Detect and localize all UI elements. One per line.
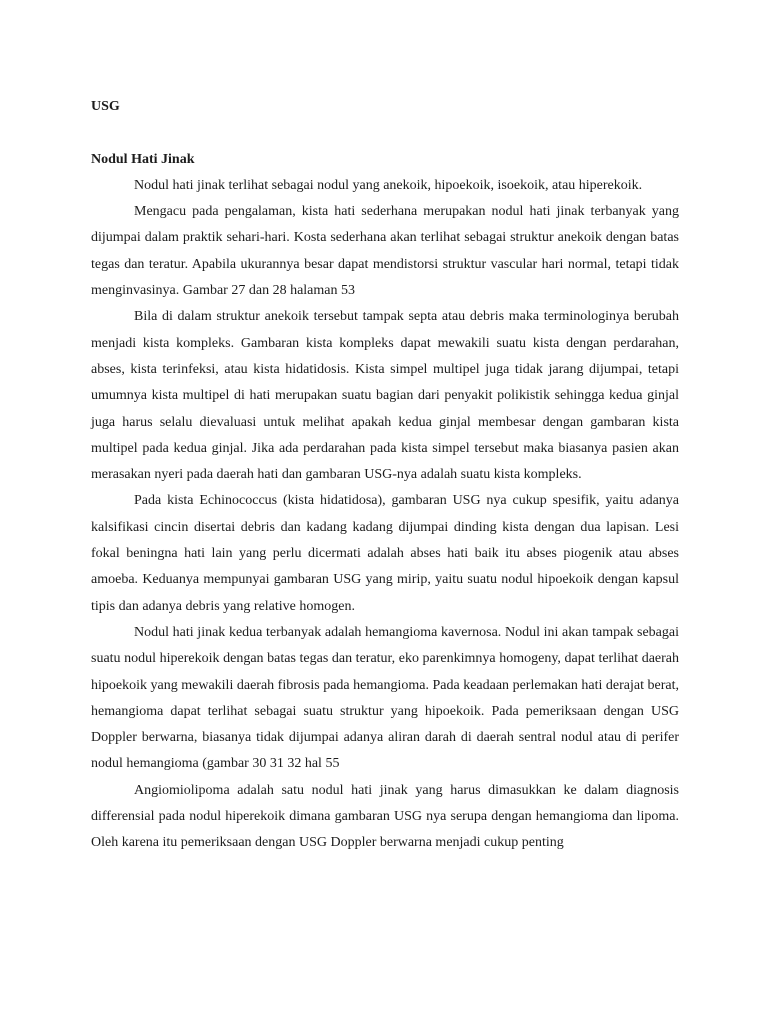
document-body	[91, 94, 679, 857]
paragraph: Nodul hati jinak kedua terbanyak adalah hemangioma kavernosa. Nodul ini akan tampak sebagai suatu nodul hiperekoik dengan batas tegas dan teratur, eko parenkimnya homogeny, dapat terlihat daerah hipoekoik yang mewakili daerah fibrosis pada hemangioma. Pada keadaan perlemakan hati derajat berat, hemangioma dapat terlihat sebagai suatu struktur yang hipoekoik. Pada pemeriksaan dengan USG Doppler berwarna, biasanya tidak dijumpai adanya aliran darah di daerah sentral nodul atau di perifer nodul hemangioma (gambar 30 31 32 hal 55	[91, 624, 679, 772]
section-heading: Nodul Hati Jinak	[91, 151, 195, 167]
paragraph: Bila di dalam struktur anekoik tersebut tampak septa atau debris maka terminologinya berubah menjadi kista kompleks. Gambaran kista kompleks dapat mewakili suatu kista dengan perdarahan, abses, kista terinfeksi, atau kista hidatidosis. Kista simpel multipel juga tidak jarang dijumpai, tetapi umumnya kista multipel di hati merupakan suatu bagian dari penyakit polikistik sehingga kedua ginjal juga harus selalu dievaluasi untuk melihat apakah kedua ginjal membesar dengan gambaran kista multipel pada kedua ginjal. Jika ada perdarahan pada kista simpel tersebut maka biasanya pasien akan merasakan nyeri pada daerah hati dan gambaran USG-nya adalah suatu kista kompleks.	[91, 309, 679, 483]
paragraph: Mengacu pada pengalaman, kista hati sederhana merupakan nodul hati jinak terbanyak yang dijumpai dalam praktik sehari-hari. Kosta sederhana akan terlihat sebagai struktur anekoik dengan batas tegas dan teratur. Apabila ukurannya besar dapat mendistorsi struktur vascular hari normal, tetapi tidak menginvasinya. Gambar 27 dan 28 halaman 53	[91, 204, 679, 299]
paragraph: Pada kista Echinococcus (kista hidatidosa), gambaran USG nya cukup spesifik, yaitu adanya kalsifikasi cincin disertai debris dan kadang kadang dijumpai dinding kista dengan dua lapisan. Lesi fokal beningna hati lain yang perlu dicermati adalah abses hati baik itu abses piogenik atau abses amoeba. Keduanya mempunyai gambaran USG yang mirip, yaitu suatu nodul hipoekoik dengan kapsul tipis dan adanya debris yang relative homogen.	[91, 493, 679, 614]
paragraph: Nodul hati jinak terlihat sebagai nodul yang anekoik, hipoekoik, isoekoik, atau hiperekoik.	[134, 177, 643, 193]
paragraph: Angiomiolipoma adalah satu nodul hati jinak yang harus dimasukkan ke dalam diagnosis differensial pada nodul hiperekoik dimana gambaran USG nya serupa dengan hemangioma dan lipoma. Oleh karena itu pemeriksaan dengan USG Doppler berwarna menjadi cukup penting	[91, 782, 679, 851]
document-title: USG	[91, 99, 120, 114]
